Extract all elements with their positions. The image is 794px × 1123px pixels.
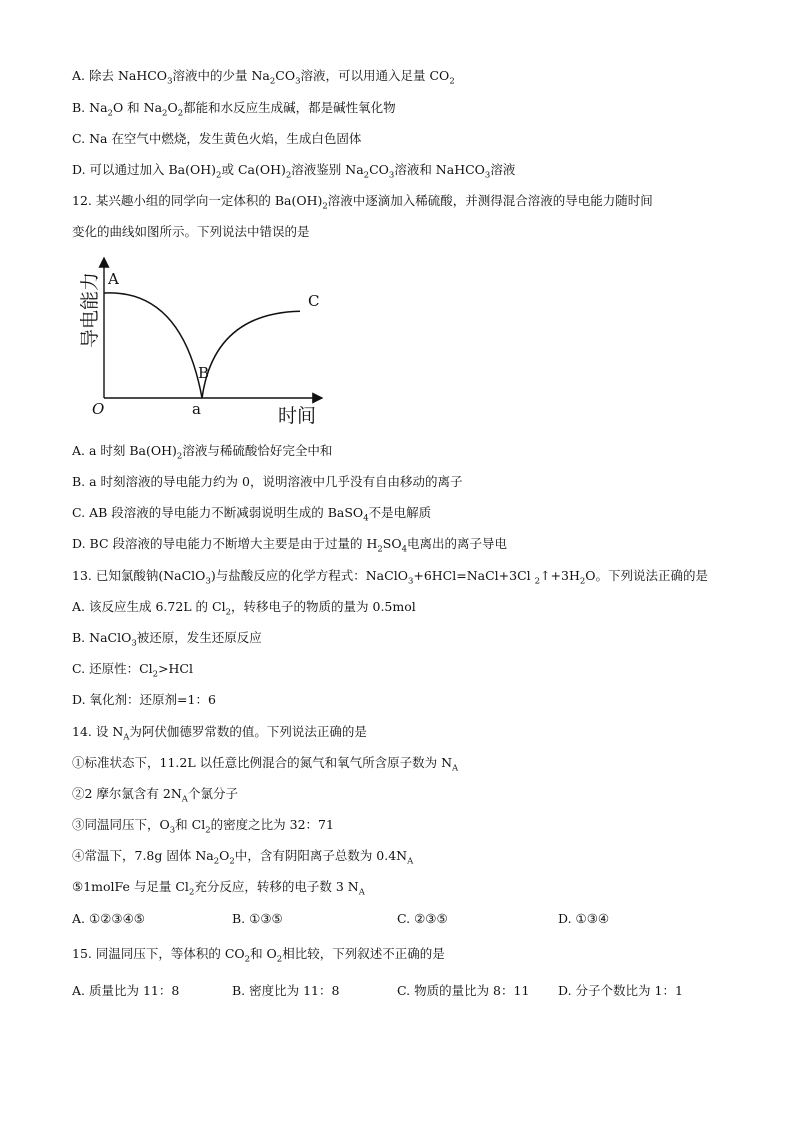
q15-choice-a: A. 质量比为 11：8 bbox=[72, 983, 180, 998]
q12-option-a: A. a 时刻 $Ba(OH)_2$溶液与稀硫酸恰好完全中和 bbox=[72, 443, 333, 462]
q11-option-b: B. $Na_2O$ 和 $Na_2O_2$都能和水反应生成碱，都是碱性氧化物 bbox=[72, 100, 396, 119]
point-label-b: B bbox=[198, 364, 210, 382]
q14-choice-a: A. ①②③④⑤ bbox=[72, 911, 146, 926]
y-axis-label: 导电能力 bbox=[79, 271, 101, 348]
conductivity-chart bbox=[70, 252, 330, 430]
curve-segment-ab bbox=[104, 293, 202, 398]
curve-segment-bc bbox=[202, 311, 300, 398]
origin-label: O bbox=[92, 400, 105, 418]
q11-option-a: A. 除去 NaHCO$_3$溶液中的少量 $Na_2CO_3$溶液，可以用通入足量 $CO_2$ bbox=[72, 68, 455, 87]
q15-choice-b: B. 密度比为 11：8 bbox=[232, 983, 340, 998]
q12-stem-line-2: 变化的曲线如图所示。下列说法中错误的是 bbox=[72, 224, 310, 239]
q12-option-b: B. a 时刻溶液的导电能力约为 0，说明溶液中几乎没有自由移动的离子 bbox=[72, 474, 463, 489]
q14-statement-1: ①标准状态下，11.2L 以任意比例混合的氮气和氧气所含原子数为 $N_A$ bbox=[72, 755, 459, 774]
point-label-c: C bbox=[308, 292, 320, 311]
x-axis-label: 时间 bbox=[278, 405, 317, 427]
q15-stem: 15. 同温同压下，等体积的 $CO_2$和 $O_2$相比较，下列叙述不正确的是 bbox=[72, 946, 445, 965]
x-tick-a: a bbox=[192, 400, 201, 418]
q15-choice-d: D. 分子个数比为 1：1 bbox=[558, 983, 683, 998]
q14-choice-b: B. ①③⑤ bbox=[232, 911, 283, 926]
q13-option-b: B. NaClO$_3$被还原，发生还原反应 bbox=[72, 630, 262, 649]
q12-stem-line-1: 12. 某兴趣小组的同学向一定体积的 $Ba(OH)_2$溶液中逐滴加入稀硫酸，并测得混合溶液的导电能力随时间 bbox=[72, 193, 653, 212]
q12-option-c: C. AB 段溶液的导电能力不断减弱说明生成的 BaSO$_4$不是电解质 bbox=[72, 505, 432, 524]
q14-statement-2: ②2 摩尔氯含有 $2N_A$个氯分子 bbox=[72, 786, 238, 805]
q13-stem: 13. 已知氯酸钠(NaClO$_3$)与盐酸反应的化学方程式：NaClO$_3$+6HCl=NaCl+3Cl $_2↑+3H_2O$。下列说法正确的是 bbox=[72, 568, 709, 587]
q14-choice-d: D. ①③④ bbox=[558, 911, 610, 926]
q15-choice-c: C. 物质的量比为 8：11 bbox=[397, 983, 530, 998]
q11-option-d: D. 可以通过加入 $Ba(OH)_2$或 $Ca(OH)_2$溶液鉴别 $Na_2CO_3$溶液和 NaHCO$_3$溶液 bbox=[72, 162, 516, 181]
q13-option-a: A. 该反应生成 6.72L 的 $Cl_2$，转移电子的物质的量为 0.5mol bbox=[72, 599, 416, 618]
q13-option-c: C. 还原性：$Cl_2>HCl$ bbox=[72, 661, 193, 680]
q14-statement-3: ③同温同压下，$O_3$和 $Cl_2$的密度之比为 32：71 bbox=[72, 817, 334, 836]
q14-choice-c: C. ②③⑤ bbox=[397, 911, 448, 926]
conductivity-curve bbox=[104, 270, 319, 398]
q11-option-c: C. Na 在空气中燃烧，发生黄色火焰，生成白色固体 bbox=[72, 131, 362, 146]
point-label-a: A bbox=[108, 270, 119, 288]
q12-option-d: D. BC 段溶液的导电能力不断增大主要是由于过量的 $H_2SO_4$电离出的离子导电 bbox=[72, 536, 508, 555]
q14-stem: 14. 设 $N_A$为阿伏伽德罗常数的值。下列说法正确的是 bbox=[72, 724, 367, 743]
q13-option-d: D. 氧化剂：还原剂=1：6 bbox=[72, 692, 216, 707]
q14-statement-4: ④常温下，7.8g 固体 $Na_2O_2$中，含有阴阳离子总数为 $0.4N_A$ bbox=[72, 848, 414, 867]
q14-statement-5: ⑤1molFe 与足量 $Cl_2$充分反应，转移的电子数 3 $N_A$ bbox=[72, 879, 365, 898]
